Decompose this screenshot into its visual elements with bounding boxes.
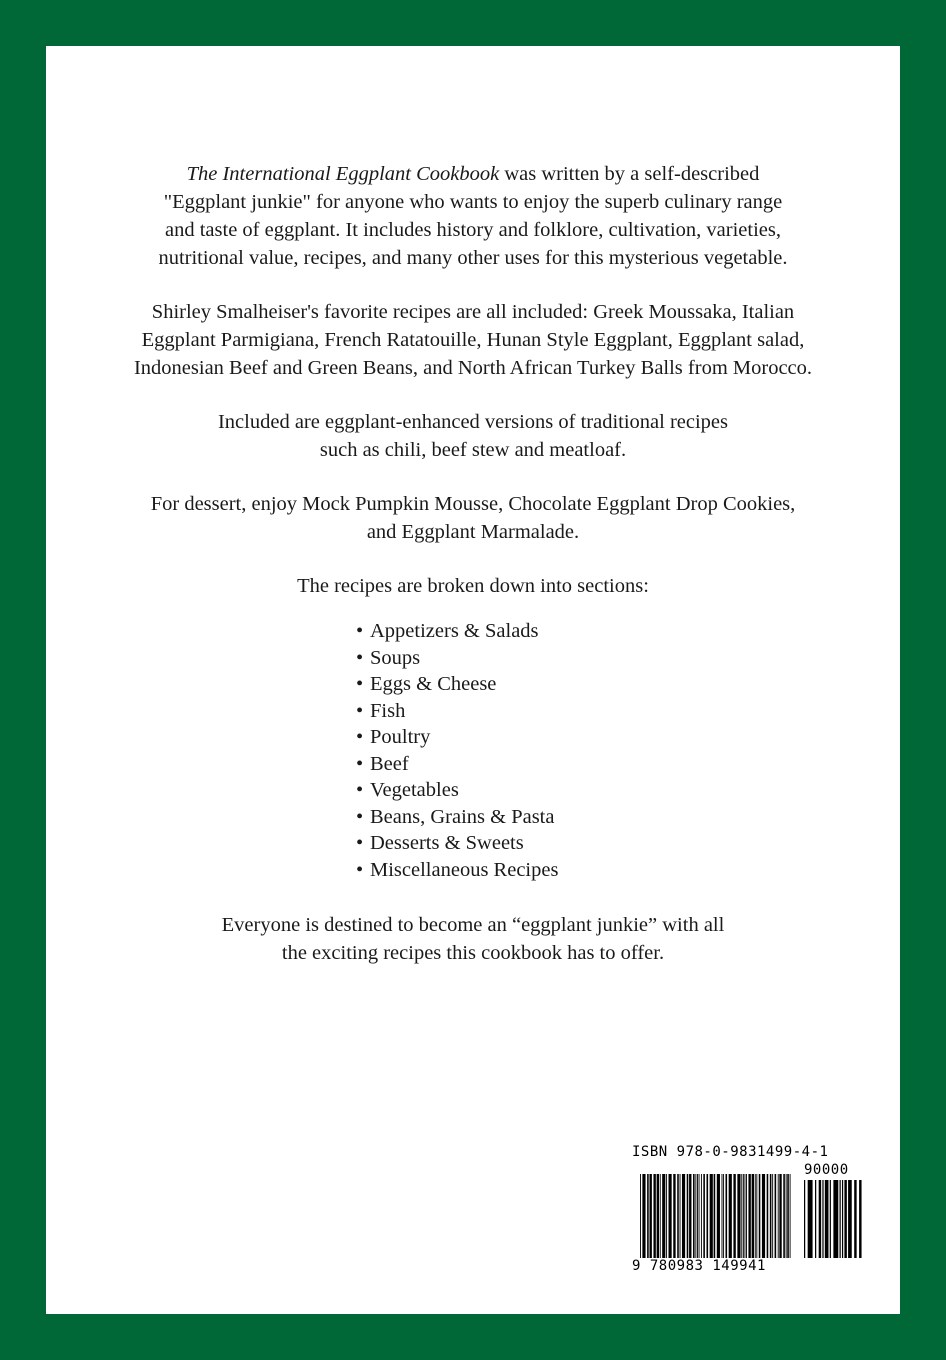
list-item: • Soups: [356, 645, 946, 672]
barcode-bar: [710, 1174, 713, 1258]
bullet-icon: •: [356, 673, 364, 695]
barcode-bar: [833, 1180, 838, 1258]
barcode-bar: [804, 1180, 805, 1258]
barcode-bar: [745, 1174, 746, 1258]
barcode-bar: [680, 1174, 681, 1258]
barcode-bar: [723, 1174, 724, 1258]
barcode-bar: [790, 1174, 791, 1258]
barcode-bar: [650, 1174, 652, 1258]
list-item: • Beans, Grains & Pasta: [356, 804, 946, 831]
barcode-bar: [786, 1174, 787, 1258]
barcode-bar: [743, 1174, 744, 1258]
list-item: • Miscellaneous Recipes: [356, 857, 946, 884]
barcode-bar: [682, 1174, 685, 1258]
list-item: • Beef: [356, 751, 946, 778]
list-item: • Poultry: [356, 724, 946, 751]
barcode-bar: [756, 1174, 757, 1258]
intro-line-3: and taste of eggplant. It includes history and folklore, cultivation, varieties,: [165, 219, 781, 241]
barcode-bar: [848, 1180, 852, 1258]
favorites-line-2: Eggplant Parmigiana, French Ratatouille, Hunan Style Eggplant, Eggplant salad,: [141, 329, 805, 351]
barcode-bar: [660, 1174, 661, 1258]
bullet-icon: •: [356, 726, 364, 748]
barcode-bar: [779, 1174, 781, 1258]
barcode-bar: [772, 1174, 773, 1258]
barcode-bar: [752, 1174, 754, 1258]
barcode-bar: [662, 1174, 665, 1258]
barcode-bar: [693, 1174, 695, 1258]
dessert-line-1: For dessert, enjoy Mock Pumpkin Mousse, Chocolate Eggplant Drop Cookies,: [150, 493, 796, 515]
bullet-icon: •: [356, 858, 364, 881]
favorites-paragraph: [46, 298, 900, 382]
blurb: [46, 160, 900, 993]
bullet-icon: •: [356, 805, 364, 828]
intro-line-1: [46, 160, 900, 188]
barcode-bar: [778, 1174, 779, 1258]
barcode-bar: [840, 1180, 841, 1258]
barcode-bar: [844, 1180, 846, 1258]
intro-line-2: "Eggplant junkie" for anyone who wants to enjoy the superb culinary range: [163, 191, 783, 213]
barcode-bar: [689, 1174, 691, 1258]
barcode-bar: [775, 1174, 777, 1258]
bullet-icon: •: [356, 752, 364, 775]
barcode-bar: [830, 1180, 831, 1258]
favorites-line-3: Indonesian Beef and Green Beans, and North African Turkey Balls from Morocco.: [133, 357, 813, 379]
barcode-bar: [825, 1180, 829, 1258]
barcode-bar: [759, 1174, 761, 1258]
barcode-bar: [726, 1174, 728, 1258]
intro-line-4: nutritional value, recipes, and many other uses for this mysterious vegetable.: [158, 247, 788, 269]
barcode-bar: [748, 1174, 750, 1258]
barcode-bar: [808, 1180, 813, 1258]
barcode-bar: [687, 1174, 689, 1258]
barcode-bar: [703, 1174, 705, 1258]
barcode-bar: [729, 1174, 732, 1258]
barcode-bar: [642, 1174, 645, 1258]
closing-line-1: Everyone is destined to become an “eggplant junkie” with all: [221, 914, 725, 936]
barcode-bar: [815, 1180, 816, 1258]
bullet-icon: •: [356, 620, 364, 642]
barcode-bar: [733, 1174, 735, 1258]
barcode-bar: [859, 1180, 861, 1258]
barcode-bar: [755, 1174, 756, 1258]
barcode-bar: [714, 1174, 716, 1258]
list-item: • Fish: [356, 698, 946, 725]
bullet-icon: •: [356, 646, 364, 669]
barcode-bar: [707, 1174, 709, 1258]
barcode-bar: [819, 1180, 821, 1258]
barcode-bar: [737, 1174, 740, 1258]
closing-line-2: the exciting recipes this cookbook has to offer.: [281, 942, 665, 964]
barcode-bar: [741, 1174, 742, 1258]
barcode-bar: [822, 1180, 823, 1258]
closing-paragraph: [46, 911, 900, 967]
list-item: • Appetizers & Salads: [356, 618, 946, 645]
traditional-paragraph: [46, 408, 900, 464]
barcode-bar: [640, 1174, 641, 1258]
barcode-bar: [673, 1174, 675, 1258]
dessert-paragraph: [46, 490, 900, 546]
list-item: • Desserts & Sweets: [356, 830, 946, 857]
sections-intro: The recipes are broken down into sections:: [297, 575, 649, 597]
isbn-barcode: [632, 1144, 872, 1284]
traditional-line-1: Included are eggplant-enhanced versions of traditional recipes: [217, 411, 728, 433]
barcode-bar: [666, 1174, 667, 1258]
barcode-bar: [699, 1174, 700, 1258]
barcode-bar: [722, 1174, 723, 1258]
barcode-bar: [854, 1180, 856, 1258]
intro-paragraph: [46, 160, 900, 272]
ean-barcode-bars: [640, 1174, 792, 1270]
list-item: • Vegetables: [356, 777, 946, 804]
bullet-icon: •: [356, 832, 364, 854]
barcode-bar: [787, 1174, 789, 1258]
book-title: The International Eggplant Cookbook: [186, 163, 500, 185]
barcode-bar: [770, 1174, 772, 1258]
barcode-bar: [701, 1174, 702, 1258]
barcode-bar: [657, 1174, 659, 1258]
barcode-bar: [697, 1174, 698, 1258]
ean-number: 9 780983 149941: [632, 1258, 766, 1274]
barcode-bar: [669, 1174, 672, 1258]
intro-line-1-rest: was written by a self-described: [499, 163, 760, 185]
barcode-bar: [717, 1174, 720, 1258]
barcode-bar: [653, 1174, 655, 1258]
back-cover-panel: [46, 46, 900, 1314]
barcode-bar: [762, 1174, 765, 1258]
bullet-icon: •: [356, 699, 364, 722]
sections-list: [356, 618, 946, 883]
bullet-icon: •: [356, 779, 364, 801]
price-addon-number: 90000: [804, 1162, 849, 1178]
traditional-line-2: such as chili, beef stew and meatloaf.: [319, 439, 627, 461]
barcode-bar: [647, 1174, 649, 1258]
barcode-bar: [677, 1174, 679, 1258]
addon-barcode-bars: [804, 1180, 864, 1270]
barcode-bar: [767, 1174, 769, 1258]
barcode-bar: [695, 1174, 696, 1258]
barcode-bar: [783, 1174, 785, 1258]
barcode-bar: [842, 1180, 843, 1258]
dessert-line-2: and Eggplant Marmalade.: [366, 521, 580, 543]
list-item: • Eggs & Cheese: [356, 671, 946, 698]
isbn-number: ISBN 978-0-9831499-4-1: [632, 1144, 829, 1160]
barcode-bar: [746, 1174, 747, 1258]
favorites-line-1: Shirley Smalheiser's favorite recipes are all included: Greek Moussaka, Italian: [151, 301, 795, 323]
